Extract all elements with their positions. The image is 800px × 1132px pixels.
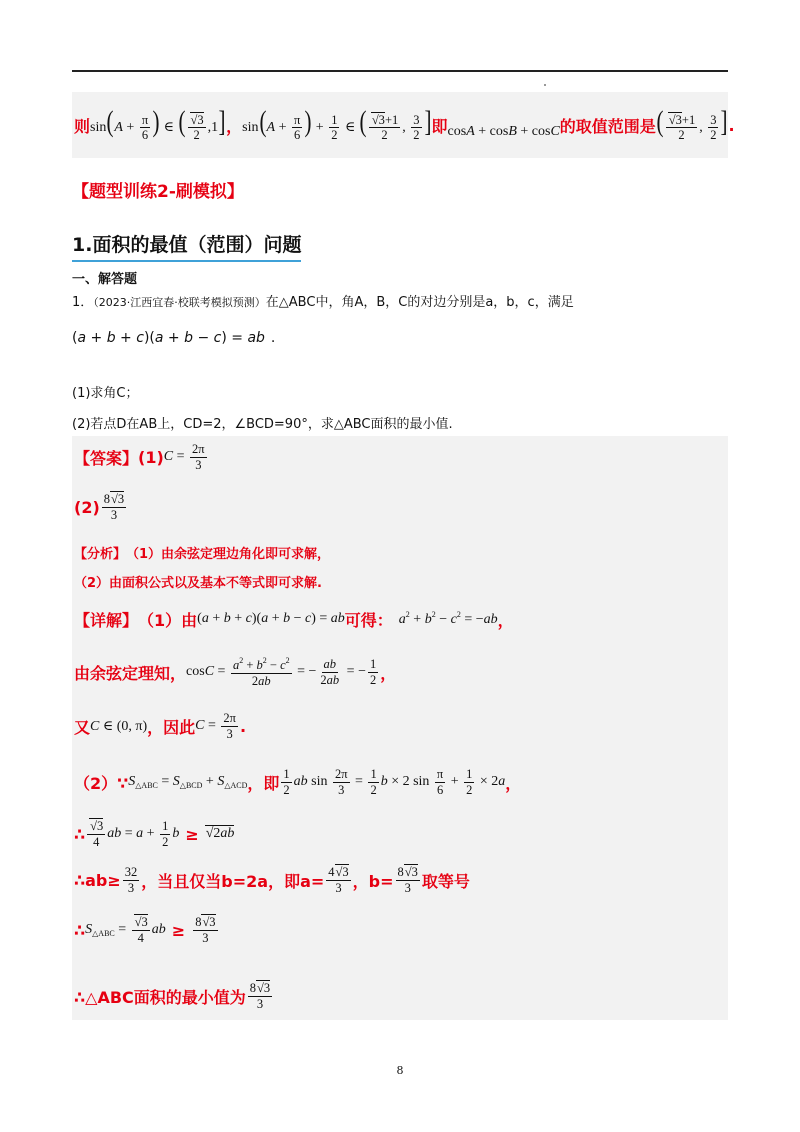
top-result-line — [74, 100, 735, 150]
page-number: 8 — [396, 1064, 404, 1077]
analysis-line-1: 【分析】 （1）由余弦定理边角化即可求解， — [74, 547, 331, 562]
detail-line-8: ∴△ABC面积的最小值为 $\frac{8√3}{3}$ — [74, 981, 271, 1011]
question-part2: (2)若点D在AB上，CD=2，∠BCD=90°，求△ABC面积的最小值. — [72, 417, 453, 432]
answer-line: 【答案】 (1) C = $\frac{2\pi}{3}$ — [74, 440, 209, 474]
detail-line-5: ∴ $\frac{√3}{4}$ ab = a + $\frac{1}{2}$ b ≥ √2ab — [74, 819, 235, 849]
text-comma: ， — [226, 116, 243, 136]
formula-sin-plus-half: sin(A + $\frac{\pi}{6}$ ) + $\frac{1}{2}$ ∈ ( $\frac{√3+1}{2}$ , $\frac{3}{2}$ ] — [242, 105, 431, 143]
answer-line-2: (2) $\frac{8√3}{3}$ — [74, 490, 128, 524]
detail-line-2: 由余弦定理知， cosC = $\frac{a^2 + b^2 - c^2}{2ab}$ = − $\frac{ab}{2ab}$ = − $\frac{1}{2}$ ， — [74, 656, 397, 688]
formula-sin-range: sin(A + $\frac{\pi}{6}$ ) ∈ ( $\frac{√3}{2}$ ,1] — [90, 105, 226, 143]
header-rule — [72, 70, 728, 72]
formula-cos-sum: cosA + cosB + cosC — [447, 124, 560, 139]
formula-final-range: ( $\frac{√3+1}{2}$ , $\frac{3}{2}$ ] — [656, 105, 728, 143]
detail-line-7: ∴ $S_{\triangle ABC}$ = $\frac{√3}{4}$ ab ≥ $\frac{8√3}{3}$ — [74, 915, 216, 945]
text-ji: 即 — [431, 116, 448, 136]
topic-heading: 1.面积的最值（范围）问题 — [72, 230, 301, 262]
detail-line-3: 又 C ∈ (0, π) ，因此 C = $\frac{2\pi}{3}$ . — [74, 711, 247, 741]
question-condition: (a + b + c)(a + b − c) = ab . — [72, 330, 276, 346]
decorative-dot — [544, 84, 546, 86]
text-ze: 则 — [74, 116, 91, 136]
section-title: 【题型训练2-刷模拟】 — [72, 182, 244, 202]
formula-answer-c: C = $\frac{2\pi}{3}$ — [163, 442, 205, 472]
question-intro: 1．（2023·江西宜春·校联考模拟预测）在△ABC中，角A，B，C的对边分别是a，b，c，满足 — [72, 295, 574, 310]
text-end: . — [728, 115, 735, 135]
analysis-line-2: （2）由面积公式以及基本不等式即可求解. — [74, 576, 322, 591]
detail-line-4: （2）∵ $S_{\triangle ABC} = S_{\triangle BCD} + S_{\triangle ACD}$ ，即 $\frac{1}{2}$ ab sin $\frac{2\pi}{3}$ = $\frac{1}{2}$ b × 2 sin $\frac{\pi}{6}$ + $\frac{1}{2}$ × 2a ， — [74, 767, 522, 797]
text-range-phrase: 的取值范围是 — [559, 116, 656, 136]
question-part1: (1)求角C； — [72, 386, 139, 401]
sub-heading: 一、解答题 — [72, 272, 138, 287]
detail-line-6: ∴ab≥ $\frac{32}{3}$ ，当且仅当b=2a，即a= $\frac{4√3}{3}$ ，b= $\frac{8√3}{3}$ 取等号 — [74, 865, 470, 895]
detail-line-1: 【详解】 （1）由 (a + b + c)(a + b − c) = ab 可得： $a^2 + b^2 - c^2 = -ab$ ， — [74, 610, 514, 630]
formula-answer-min: $\frac{8√3}{3}$ — [103, 492, 125, 522]
